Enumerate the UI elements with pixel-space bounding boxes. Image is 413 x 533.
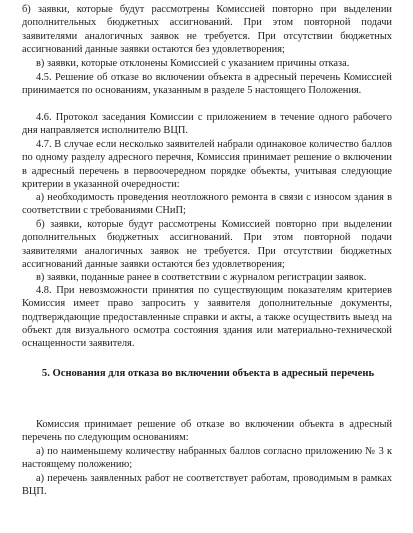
paragraph-4-8: 4.8. При невозможности принятия по существующим показателям критериев Комиссия имеет право запросить у заявителя дополнительные документы, подтверждающие предоставленные справки и акты, а также осуществить выезд на объект для визуального осмотра состояния здания или материально-технической оснащенности заявителя. bbox=[22, 285, 392, 350]
paragraph-refusal-a-works: а) перечень заявленных работ не соответствует работам, проводимым в рамках ВЦП. bbox=[22, 473, 392, 498]
section-5-heading: 5. Основания для отказа во включении объекта в адресный перечень bbox=[41, 368, 375, 379]
paragraph-b-reconsidered: б) заявки, которые будут рассмотрены Комиссией повторно при выделении дополнительных бюджетных ассигнований. При этом повторной подачи заявителями аналогичных заявок не требуется. При отсутствии бюджетных ассигнований данные заявки остаются без удовлетворения; bbox=[22, 4, 392, 55]
paragraph-4-6: 4.6. Протокол заседания Комиссии с приложением в течение одного рабочего дня направляется исполнителю ВЦП. bbox=[22, 112, 392, 137]
paragraph-criterion-a: а) необходимость проведения неотложного ремонта в связи с износом здания в соответствии с требованиями СНиП; bbox=[22, 192, 392, 217]
paragraph-v-rejected: в) заявки, которые отклонены Комиссией с указанием причины отказа. bbox=[36, 58, 350, 69]
paragraph-criterion-v: в) заявки, поданные ранее в соответствии с журналом регистрации заявок. bbox=[36, 272, 367, 283]
paragraph-4-5: 4.5. Решение об отказе во включении объекта в адресный перечень Комиссией принимается по основаниям, указанным в разделе 5 настоящего Положения. bbox=[22, 72, 392, 97]
paragraph-refusal-a-points: а) по наименьшему количеству набранных баллов согласно приложению № 3 к настоящему положению; bbox=[22, 446, 392, 471]
paragraph-refusal-intro: Комиссия принимает решение об отказе во включении объекта в адресный перечень по следующим основаниям: bbox=[22, 419, 392, 444]
paragraph-criterion-b: б) заявки, которые будут рассмотрены Комиссией повторно при выделении дополнительных бюджетных ассигнований. При этом повторной подачи заявителями аналогичных заявок не требуется. При отсутствии бюджетных ассигнований данные заявки остаются без удовлетворения; bbox=[22, 219, 392, 270]
paragraph-4-7: 4.7. В случае если несколько заявителей набрали одинаковое количество баллов по одному разделу адресного перечня, Комиссия принимает решение о включении в адресный перечень в первоочередном порядке объекты, учитывая следующие критерии в указанной очередности: bbox=[22, 139, 392, 190]
